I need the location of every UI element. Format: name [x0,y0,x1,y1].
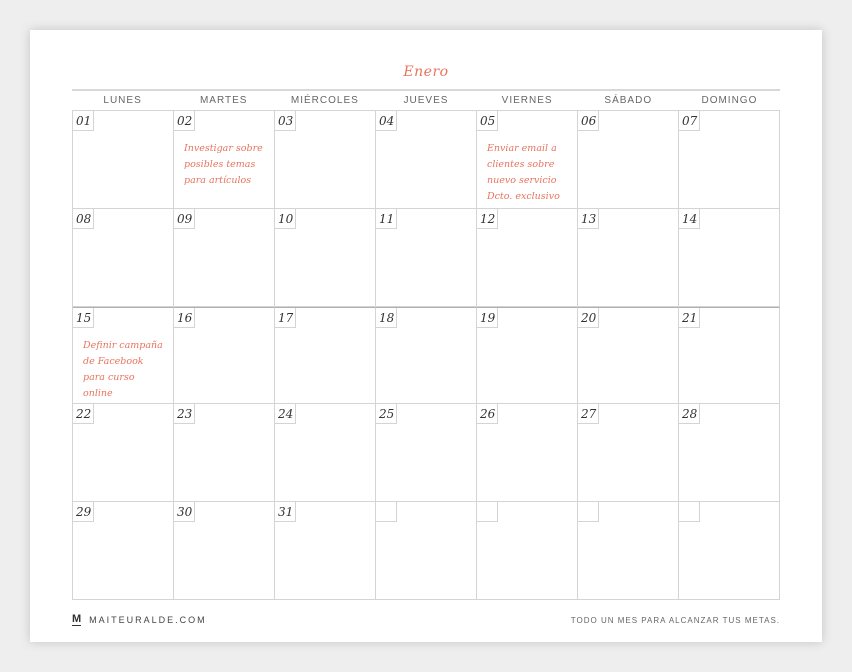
day-cell[interactable] [578,209,679,307]
day-cell[interactable] [578,111,679,209]
day-cell[interactable] [376,307,477,405]
weekday-header [72,95,780,110]
day-cell[interactable] [477,404,578,502]
day-note: Enviar email a clientes sobre nuevo servicio Dcto. exclusivo [487,143,560,202]
day-number: 25 [376,404,397,424]
day-number: 28 [679,404,700,424]
day-number: 11 [376,209,397,229]
day-number: 01 [73,111,94,131]
day-number: 07 [679,111,700,131]
day-number: 22 [73,404,94,424]
day-note: Investigar sobre posibles temas para artículos [184,143,263,186]
day-cell[interactable] [275,209,376,307]
day-cell[interactable] [679,404,780,502]
day-number: 08 [73,209,94,229]
day-cell[interactable] [477,209,578,307]
day-cell[interactable] [376,209,477,307]
weekday-label: JUEVES [403,95,449,106]
day-number: 24 [275,404,296,424]
day-cell[interactable] [73,111,174,209]
day-cell[interactable] [174,404,275,502]
day-cell[interactable] [679,502,780,600]
calendar-grid [72,110,780,600]
day-cell[interactable] [73,404,174,502]
day-cell[interactable] [73,209,174,307]
day-number: 15 [73,308,94,328]
day-number [477,502,498,522]
day-number: 10 [275,209,296,229]
day-cell[interactable] [578,502,679,600]
day-cell[interactable] [477,111,578,209]
day-number: 18 [376,308,397,328]
brand-logo: M [72,613,82,625]
day-number: 17 [275,308,296,328]
website-link[interactable]: MAITEURALDE.COM [89,615,207,625]
day-cell[interactable] [477,307,578,405]
day-cell[interactable] [174,209,275,307]
footer-brand [72,614,207,626]
weekday-label: MIÉRCOLES [290,95,359,106]
weekday-label: VIERNES [501,95,553,106]
day-number: 06 [578,111,599,131]
header-divider [72,89,780,91]
day-cell[interactable] [477,502,578,600]
weekday-label: LUNES [103,95,142,106]
day-cell[interactable] [275,404,376,502]
day-number: 20 [578,308,599,328]
month-title: Enero [403,64,449,80]
day-number: 29 [73,502,94,522]
day-number: 09 [174,209,195,229]
day-cell[interactable] [73,502,174,600]
day-cell[interactable] [679,111,780,209]
day-cell[interactable] [275,111,376,209]
day-note: Definir campaña de Facebook para curso online [83,339,163,399]
weekday-label: MARTES [199,95,248,106]
day-number: 03 [275,111,296,131]
day-cell[interactable] [376,502,477,600]
day-cell[interactable] [275,502,376,600]
day-cell[interactable] [376,404,477,502]
day-number: 19 [477,308,498,328]
day-number: 21 [679,308,700,328]
calendar-sheet [30,30,822,642]
day-number: 14 [679,209,700,229]
footer-tagline: TODO UN MES PARA ALCANZAR TUS METAS. [570,616,780,625]
day-number: 12 [477,209,498,229]
day-number: 16 [174,308,195,328]
day-cell[interactable] [275,307,376,405]
day-cell[interactable] [174,307,275,405]
day-cell[interactable] [174,502,275,600]
day-number [578,502,599,522]
day-number: 02 [174,111,195,131]
day-number: 04 [376,111,397,131]
day-number: 26 [477,404,498,424]
day-cell[interactable] [679,209,780,307]
day-number: 23 [174,404,195,424]
day-cell[interactable] [578,404,679,502]
day-number: 05 [477,111,498,131]
day-cell[interactable] [73,307,174,405]
day-number: 27 [578,404,599,424]
day-cell[interactable] [578,307,679,405]
day-cell[interactable] [679,307,780,405]
day-number: 31 [275,502,296,522]
day-number: 13 [578,209,599,229]
weekday-label: DOMINGO [701,95,758,106]
day-cell[interactable] [376,111,477,209]
weekday-label: SÁBADO [604,95,653,106]
day-number [376,502,397,522]
day-number: 30 [174,502,195,522]
day-number [679,502,700,522]
day-cell[interactable] [174,111,275,209]
